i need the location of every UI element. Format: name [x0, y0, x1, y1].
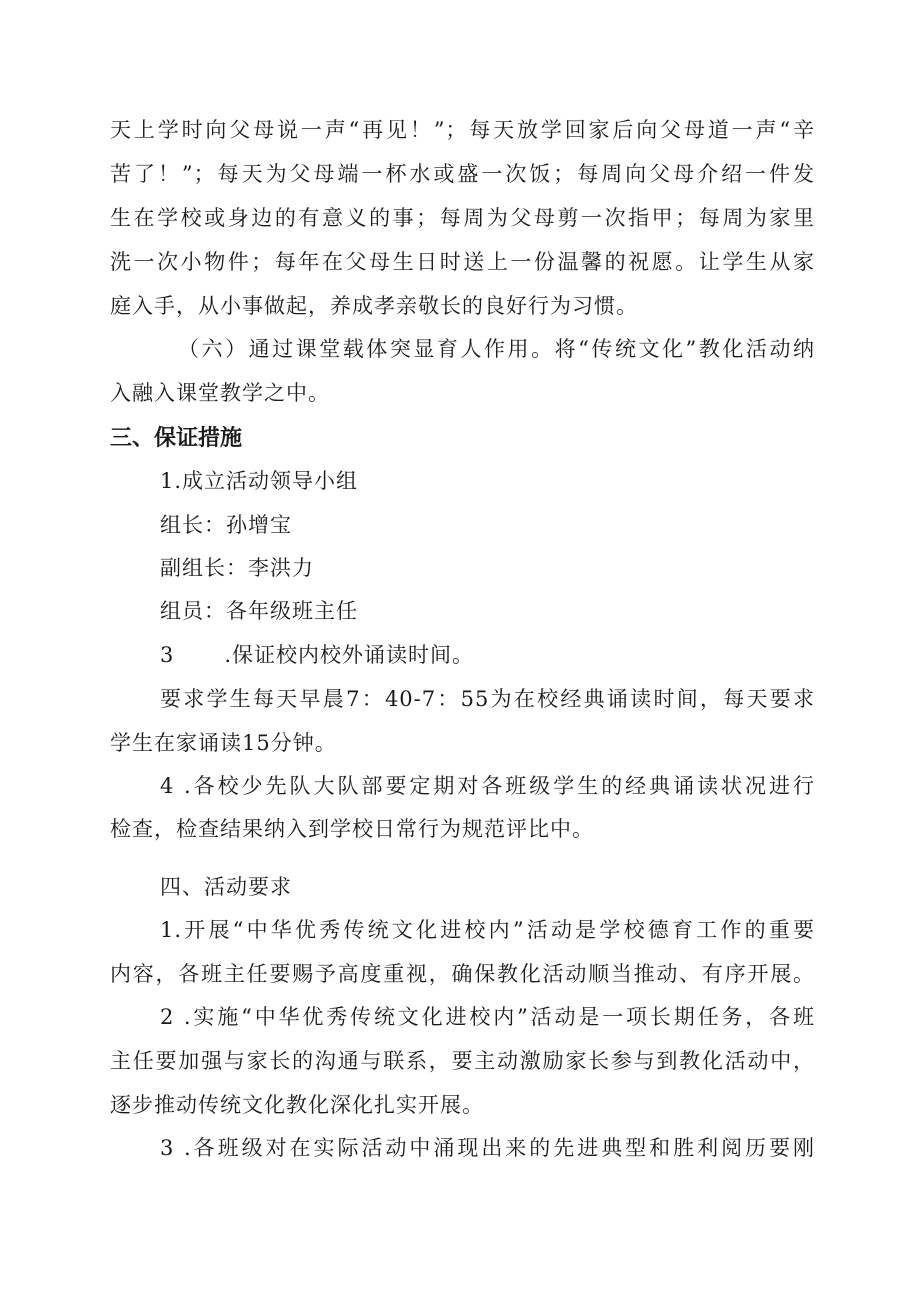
- item-3-number: 3: [160, 643, 175, 667]
- para-parents-line-1: 天上学时向父母说一声“再见！”；每天放学回家后向父母道一声“辛: [110, 118, 815, 142]
- para-six-line-2: 入融入课堂教学之中。: [110, 381, 330, 405]
- para-parents-line-2: 苦了！”；每天为父母端一杯水或盛一次饭；每周向父母介绍一件发: [110, 162, 815, 186]
- section-four-item-1-line-1: 1.开展“中华优秀传统文化进校内”活动是学校德育工作的重要: [160, 918, 815, 942]
- item-3-detail-line-2: 学生在家诵读15分钟。: [110, 731, 337, 755]
- deputy-line: 副组长：李洪力: [160, 556, 314, 580]
- para-six-line-1: （六）通过课堂载体突显育人作用。将“传统文化”教化活动纳: [178, 337, 815, 361]
- members-line: 组员：各年级班主任: [160, 599, 358, 623]
- section-four-item-2-line-1: 2 .实施“中华优秀传统文化进校内”活动是一项长期任务，各班: [160, 1005, 815, 1029]
- section-four-item-3-line-1: 3 .各班级对在实际活动中涌现出来的先进典型和胜利阅历要刚: [160, 1136, 815, 1160]
- section-four-item-1-line-2: 内容，各班主任要赐予高度重视，确保教化活动顺当推动、有序开展。: [110, 962, 815, 986]
- leader-line: 组长：孙增宝: [160, 513, 292, 537]
- para-parents-line-5: 庭入手，从小事做起，养成孝亲敬长的良好行为习惯。: [110, 294, 638, 318]
- section-three-heading: 三、保证措施: [110, 426, 243, 451]
- item-4-line-1: 4 .各校少先队大队部要定期对各班级学生的经典诵读状况进行: [160, 774, 815, 798]
- para-parents-line-4: 洗一次小物件；每年在父母生日时送上一份温馨的祝愿。让学生从家: [110, 250, 815, 274]
- para-parents-line-3: 生在学校或身边的有意义的事；每周为父母剪一次指甲；每周为家里: [110, 206, 815, 230]
- section-three-item-1: 1.成立活动领导小组: [160, 469, 359, 493]
- item-3-text: .保证校内校外诵读时间。: [224, 643, 475, 667]
- item-3-detail-line-1: 要求学生每天早晨7：40-7：55为在校经典诵读时间，每天要求: [160, 687, 815, 711]
- section-four-heading: 四、活动要求: [160, 875, 292, 899]
- section-four-item-2-line-3: 逐步推动传统文化教化深化扎实开展。: [110, 1093, 484, 1117]
- section-four-item-2-line-2: 主任要加强与家长的沟通与联系，要主动激励家长参与到教化活动中，: [110, 1049, 815, 1073]
- section-three-item-3: [160, 640, 815, 670]
- item-4-line-2: 检查，检查结果纳入到学校日常行为规范评比中。: [110, 817, 594, 841]
